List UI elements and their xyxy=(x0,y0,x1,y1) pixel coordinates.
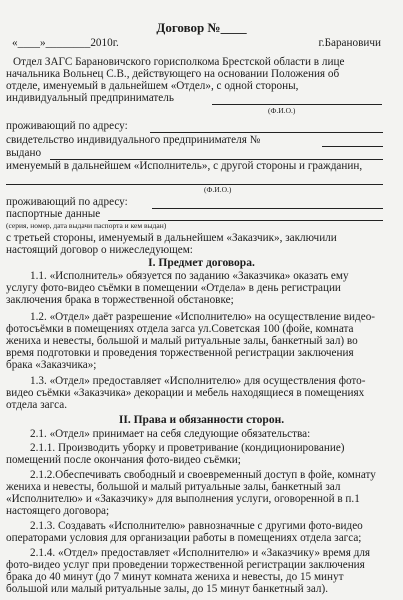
preamble-line: Отдел ЗАГС Барановичского горисполкома Брестской области в лице xyxy=(13,56,345,68)
preamble-line: именуемый в дальнейшем «Исполнитель», с другой стороны и гражданин, xyxy=(6,160,363,172)
passport-hint: (серия, номер, дата выдачи паспорта и кем выдан) xyxy=(6,221,167,230)
preamble-line: начальника Вольнец С.В., действующего на основании Положения об xyxy=(6,68,340,80)
clause-line: 2.1.1. Производить уборку и проветривание (кондиционирование) xyxy=(30,442,345,454)
section-1-heading: I. Предмет договора. xyxy=(148,257,255,269)
clause-line: брака «Заказчика»; xyxy=(6,359,97,371)
clause-line: 2.1.2.Обеспечивать свободный и своевременный доступ в фойе, комнату xyxy=(30,469,376,481)
clause-line: 1.3. «Отдел» предоставляет «Исполнителю» для осуществления фото- xyxy=(30,375,366,387)
preamble-line: с третьей стороны, именуемый в дальнейшем «Заказчик», заключили xyxy=(6,232,337,244)
address-blank-line xyxy=(150,132,383,133)
clause-line: настоящего договора; xyxy=(6,505,110,517)
clause-line: отдела загса. xyxy=(6,399,68,411)
clause-line: 1.1. «Исполнитель» обязуется по заданию «Заказчика» оказать ему xyxy=(30,270,349,282)
clause-line: 2.1.3. Создавать «Исполнителю» равнозначные с другими фото-видео xyxy=(30,520,363,532)
preamble-line: выдано xyxy=(6,147,42,159)
citizen-blank-line xyxy=(6,184,383,185)
clause-line: 2.1. «Отдел» принимает на себя следующие обязательства: xyxy=(30,428,311,440)
clause-line: жениха и невесты, большой и малый ритуальные залы, банкетный зал) во xyxy=(6,335,358,347)
clause-line: жениха и невесты, большой и малый ритуальные залы, банкетный зал xyxy=(6,481,341,493)
clause-line: «Исполнителю» и «Заказчику» для выполнения услуги, оговоренной в п.1 xyxy=(6,493,360,505)
address-blank-line xyxy=(152,208,383,209)
clause-line: 2.1.4. «Отдел» предоставляет «Исполнителю» и «Заказчику» время для xyxy=(30,547,371,559)
preamble-line: проживающий по адресу: xyxy=(6,120,128,132)
clause-line: большой или малый ритуальные залы, до 15 минут банкетный зал). xyxy=(6,583,329,595)
section-2-heading: II. Права и обязанности сторон. xyxy=(118,414,285,426)
fio-blank-line xyxy=(212,104,382,105)
clause-line: 1.2. «Отдел» даёт разрешение «Исполнителю» на осуществление видео- xyxy=(30,311,376,323)
preamble-line: паспортные данные xyxy=(6,208,101,220)
clause-line: услугу фото-видео съёмки в помещении «Отдела» в день регистрации xyxy=(6,282,341,294)
contract-title: Договор №____ xyxy=(156,20,247,35)
clause-line: видео съёмки «Заказчика» декорации и мебель находящиеся в помещениях xyxy=(6,387,365,399)
preamble-line: проживающий по адресу: xyxy=(6,196,128,208)
preamble-line: индивидуальный предприниматель xyxy=(6,92,174,104)
preamble-line: свидетельство индивидуального предпринимателя № xyxy=(6,134,261,146)
clause-line: заключения брака в торжественной обстановке; xyxy=(6,294,234,306)
contract-city: г.Барановичи xyxy=(318,37,381,49)
contract-date: «____»________2010г. xyxy=(12,37,119,49)
clause-line: помещений после окончания фото-видео съёмки; xyxy=(6,454,241,466)
certificate-blank-line xyxy=(322,146,383,147)
fio-hint: (Ф.И.О.) xyxy=(268,106,296,115)
preamble-line: отделе, именуемый в дальнейшем «Отдел», с одной стороны, xyxy=(6,80,299,92)
clause-line: фотосъёмки в помещениях отдела загса ул.Советская 100 (фойе, комната xyxy=(6,323,354,335)
preamble-line: настоящий договор о нижеследующем: xyxy=(6,244,193,256)
fio-hint: (Ф.И.О.) xyxy=(204,185,232,194)
clause-line: брака до 40 минут (до 7 минут комната жениха и невесты, до 15 минут xyxy=(6,571,344,583)
clause-line: фото-видео услуг при проведении торжественной регистрации заключения xyxy=(6,559,365,571)
clause-line: операторами условия для организации работы в помещениях отдела загса; xyxy=(6,532,362,544)
clause-line: время подготовки и проведения торжественной регистрации заключения xyxy=(6,347,354,359)
